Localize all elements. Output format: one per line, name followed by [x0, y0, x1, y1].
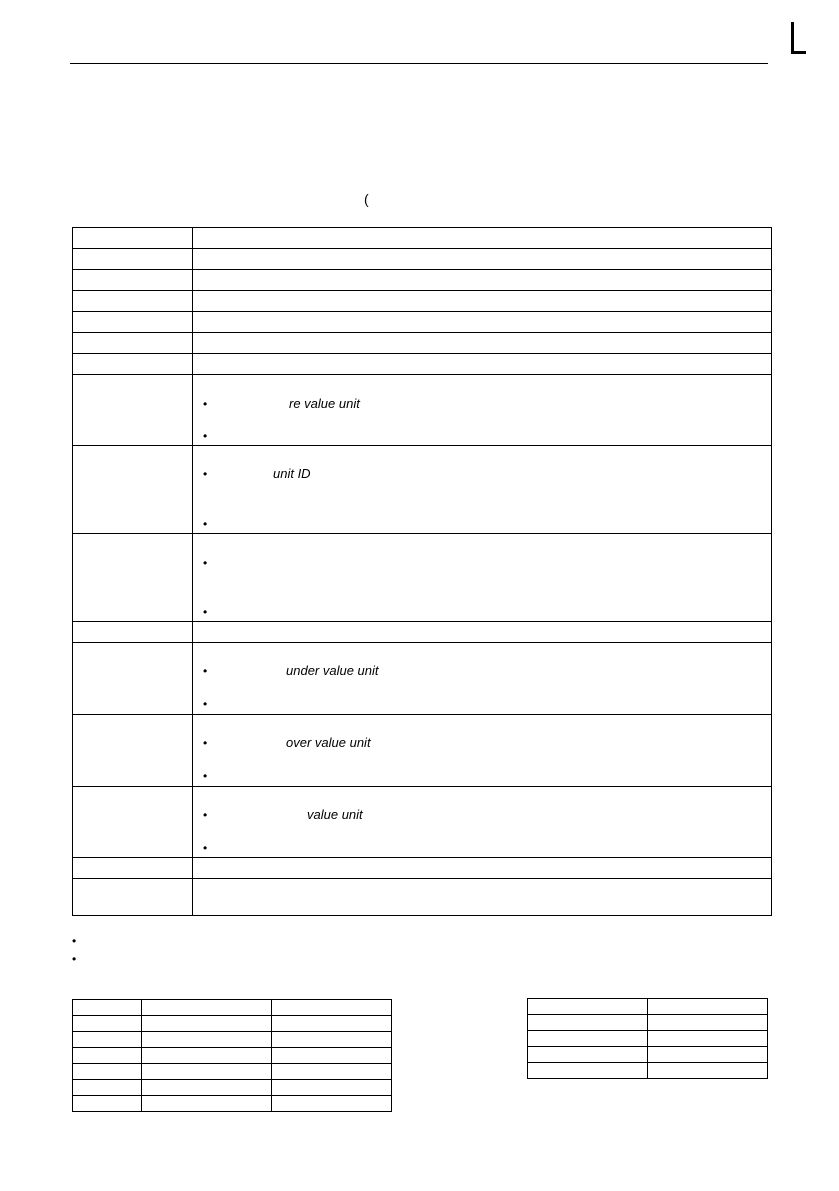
- list-item: [72, 951, 82, 969]
- table-row: [73, 787, 772, 858]
- table-row: [73, 1016, 392, 1032]
- table-row: [73, 270, 772, 291]
- header-rule: [70, 63, 768, 64]
- table-row: [528, 999, 768, 1015]
- table-row: [73, 858, 772, 879]
- table-row: [73, 643, 772, 715]
- left-small-table: [72, 999, 392, 1112]
- page-corner-mark: [791, 22, 806, 54]
- table-row: [73, 333, 772, 354]
- table-row: [73, 534, 772, 622]
- bullet-dot: •: [203, 736, 208, 750]
- table-row: [73, 312, 772, 333]
- bullet-dot: •: [203, 605, 208, 619]
- bullet-dot: •: [203, 467, 208, 481]
- parameter-table: [72, 227, 772, 916]
- bullet-text: over value unit: [286, 735, 371, 750]
- open-parenthesis: (: [364, 191, 369, 207]
- bullet-dot: •: [203, 556, 208, 570]
- list-item: [72, 933, 82, 951]
- bullet-text: unit ID: [273, 466, 311, 481]
- bullet-dot: •: [203, 664, 208, 678]
- bullet-dot: •: [203, 841, 208, 855]
- table-row: [73, 622, 772, 643]
- bullet-dot: •: [203, 769, 208, 783]
- table-row: [528, 1047, 768, 1063]
- right-small-table: [527, 998, 768, 1079]
- table-row: [528, 1063, 768, 1079]
- table-row: [73, 354, 772, 375]
- table-row: [73, 446, 772, 534]
- table-row: [73, 1000, 392, 1016]
- bullet-text: re value unit: [289, 396, 360, 411]
- table-row: [73, 879, 772, 916]
- table-row: [73, 249, 772, 270]
- bullet-dot: •: [203, 397, 208, 411]
- bullet-dot: •: [203, 429, 208, 443]
- table-row: [73, 1096, 392, 1112]
- table-row: [73, 1064, 392, 1080]
- notes-list: [72, 933, 82, 969]
- bullet-text: value unit: [307, 807, 363, 822]
- table-row: [73, 715, 772, 787]
- table-row: [73, 1048, 392, 1064]
- table-row: [73, 375, 772, 446]
- bullet-dot: •: [72, 934, 77, 948]
- table-row: [528, 1031, 768, 1047]
- table-row: [73, 1032, 392, 1048]
- bullet-text: under value unit: [286, 663, 379, 678]
- table-row: [73, 291, 772, 312]
- table-row: [528, 1015, 768, 1031]
- bullet-dot: •: [203, 517, 208, 531]
- bullet-dot: •: [203, 697, 208, 711]
- bullet-dot: •: [72, 952, 77, 966]
- table-row: [73, 1080, 392, 1096]
- bullet-dot: •: [203, 808, 208, 822]
- table-row: [73, 228, 772, 249]
